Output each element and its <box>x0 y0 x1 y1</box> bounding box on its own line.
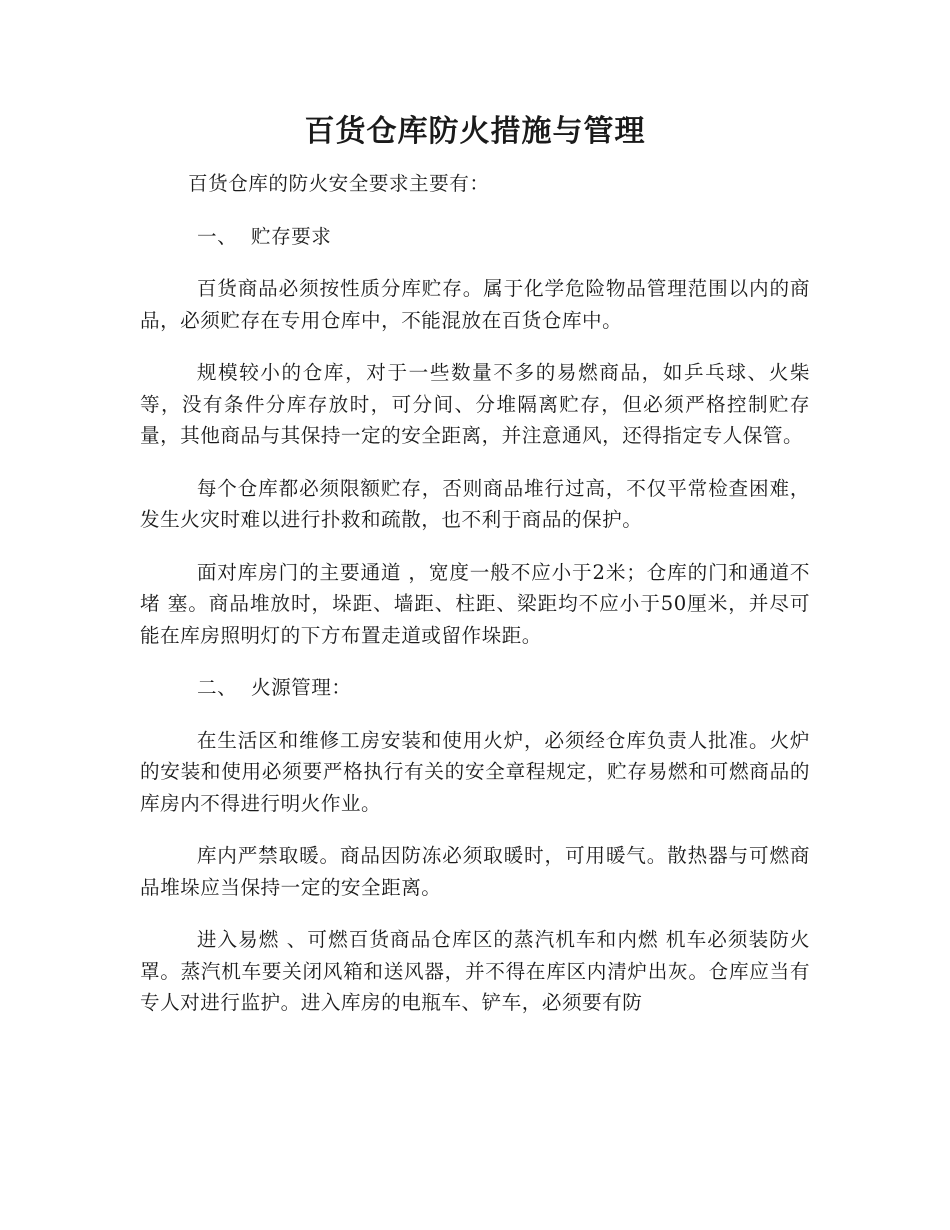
paragraph: 进入易燃 、可燃百货商品仓库区的蒸汽机车和内燃 机车必须装防火罩。蒸汽机车要关闭风箱和送风器，并不得在库区内清炉出灰。仓库应当有专人对进行监护。进入库房的电瓶车、铲车，必须要有防 <box>140 928 810 1014</box>
section-heading-text: 贮存要求 <box>251 224 332 248</box>
section-number: 二、 <box>197 676 238 699</box>
paragraph: 百货商品必须按性质分库贮存。属于化学危险物品管理范围以内的商品，必须贮存在专用仓库中，不能混放在百货仓库中。 <box>140 277 810 332</box>
paragraph: 规模较小的仓库，对于一些数量不多的易燃商品，如乒乓球、火柴等，没有条件分库存放时，可分间、分堆隔离贮存，但必须严格控制贮存量，其他商品与其保持一定的安全距离，并注意通风，还得指定专人保管。 <box>140 361 810 447</box>
document-body <box>140 168 810 1040</box>
intro-paragraph: 百货仓库的防火安全要求主要有： <box>188 172 490 195</box>
paragraph: 面对库房门的主要通道 ，宽度一般不应小于2米；仓库的门和通道不堵 塞。商品堆放时，垛距、墙距、柱距、梁距均不应小于50厘米，并尽可能在库房照明灯的下方布置走道或留作垛距。 <box>140 560 810 647</box>
section-heading-text: 火源管理： <box>251 676 352 699</box>
paragraph: 库内严禁取暖。商品因防冻必须取暖时，可用暖气。散热器与可燃商品堆垛应当保持一定的安全距离。 <box>140 844 810 899</box>
paragraph: 在生活区和维修工房安装和使用火炉，必须经仓库负责人批准。火炉的安装和使用必须要严格执行有关的安全章程规定，贮存易燃和可燃商品的库房内不得进行明火作业。 <box>140 728 810 815</box>
section-number: 一、 <box>197 224 238 248</box>
section-heading-storage <box>140 221 810 253</box>
document-title: 百货仓库防火措施与管理 <box>304 114 646 149</box>
paragraph: 每个仓库都必须限额贮存，否则商品堆行过高，不仅平常检查困难，发生火灾时难以进行扑救和疏散，也不利于商品的保护。 <box>140 476 810 531</box>
section-heading-fire-source <box>140 672 810 704</box>
